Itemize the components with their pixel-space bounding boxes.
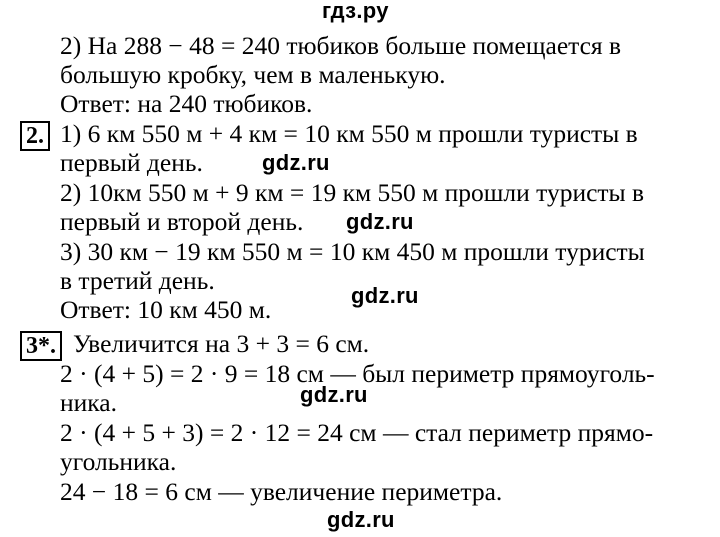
problem-1-answer: Ответ: на 240 тюбиков. [60,89,313,118]
watermark-bottom: gdz.ru [327,507,395,532]
problem-2-number-box: 2. [20,121,50,151]
problem-3-line-1: Увеличится на 3 + 3 = 6 см. [73,329,370,358]
problem-3-line-4: 2 · (4 + 5 + 3) = 2 · 12 = 24 см — стал периметр прямо- [60,418,654,447]
problem-2-line-3: 2) 10км 550 м + 9 км = 19 км 550 м прошли туристы в [60,178,645,207]
watermark-1: gdz.ru [262,150,330,175]
problem-2-line-2: первый день. [60,148,203,177]
watermark-top: гдз.ру [322,0,389,23]
problem-3-number-box: 3*. [20,331,62,361]
problem-1-line-2: большую кробку, чем в маленькую. [60,60,446,89]
problem-3-line-6: 24 − 18 = 6 см — увеличение периметра. [60,477,503,506]
watermark-4: gdz.ru [300,382,368,407]
problem-1-line-1: 2) На 288 − 48 = 240 тюбиков больше помещается в [60,31,622,60]
problem-2-line-6: в третий день. [60,266,215,295]
problem-3-line-2: 2 · (4 + 5) = 2 · 9 = 18 см — был периметр прямоуголь- [60,359,655,388]
problem-2-line-1: 1) 6 км 550 м + 4 км = 10 км 550 м прошли туристы в [60,119,638,148]
problem-3-line-3: ника. [60,388,117,417]
watermark-2: gdz.ru [346,209,414,234]
watermark-3: gdz.ru [351,283,419,308]
problem-3-line-5: угольника. [60,447,177,476]
problem-2-answer: Ответ: 10 км 450 м. [60,295,272,324]
problem-2-line-5: 3) 30 км − 19 км 550 м = 10 км 450 м прошли туристы [60,237,645,266]
problem-2-line-4: первый и второй день. [60,207,304,236]
